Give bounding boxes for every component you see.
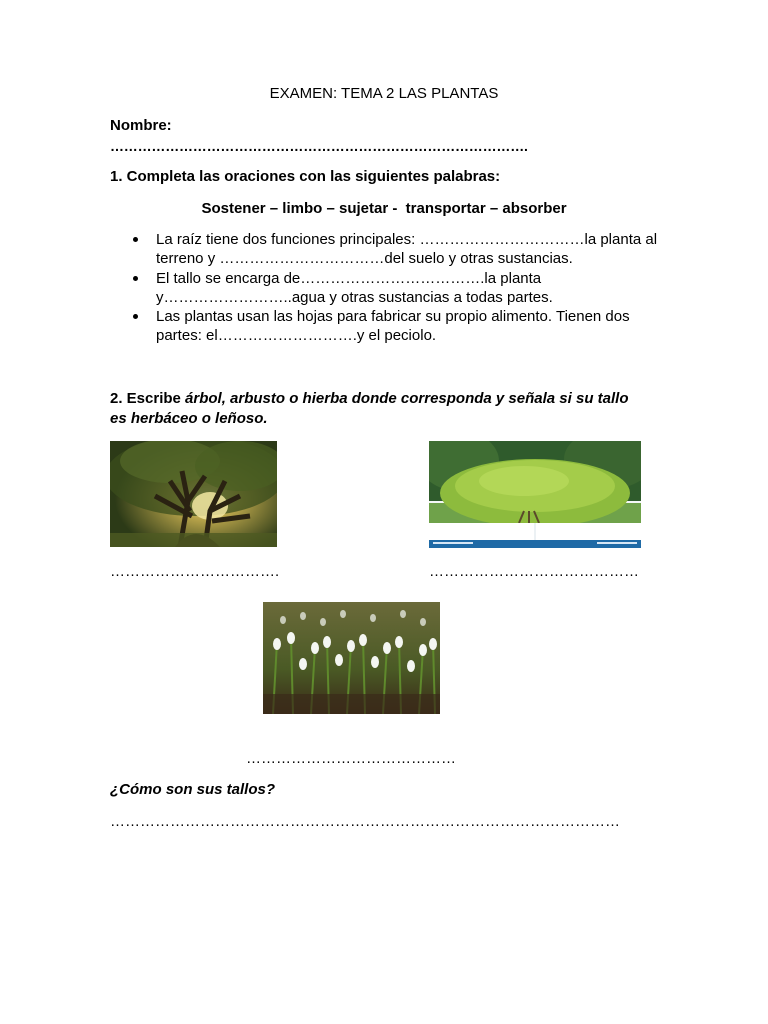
herb-answer-line: ……………………………………	[246, 750, 456, 767]
stems-answer-line: …………………………………………………………………………………………	[110, 813, 620, 830]
bullet-icon	[133, 237, 138, 242]
bullet-icon	[133, 314, 138, 319]
sentence-leaves: Las plantas usan las hojas para fabricar su propio alimento. Tienen dos partes: el……………………….y el peciolo.	[131, 307, 671, 346]
name-answer-line: ……………………………………………………………………………….	[110, 138, 528, 154]
stems-question: ¿Cómo son sus tallos?	[110, 781, 276, 798]
name-label: Nombre:	[110, 117, 172, 134]
shrub-photo	[429, 441, 641, 548]
question-2-heading-line2: es herbáceo o leñoso.	[110, 410, 268, 427]
question-1-heading: 1. Completa las oraciones con las siguientes palabras:	[110, 168, 501, 185]
bullet-icon	[133, 276, 138, 281]
tree-photo	[110, 441, 277, 547]
fill-in-sentences-list	[131, 230, 671, 346]
sentence-root: La raíz tiene dos funciones principales: ……………………………la planta al terreno y ……………………………del suelo y otras sustancias.	[131, 230, 671, 269]
shrub-answer-line: ……………………………………	[429, 563, 639, 580]
question-2-heading-line1: 2. Escribe árbol, arbusto o hierba donde corresponda y señala si su tallo	[110, 390, 629, 407]
exam-title: EXAMEN: TEMA 2 LAS PLANTAS	[269, 85, 499, 102]
tree-answer-line: …………………………….	[110, 563, 280, 580]
sentence-stem: El tallo se encarga de……………………………….la planta y……………………..agua y otras sustancias a todas partes.	[131, 269, 671, 308]
snowdrop-flowers-photo	[263, 602, 440, 714]
word-bank: Sostener – limbo – sujetar - transportar – absorber	[201, 200, 567, 217]
